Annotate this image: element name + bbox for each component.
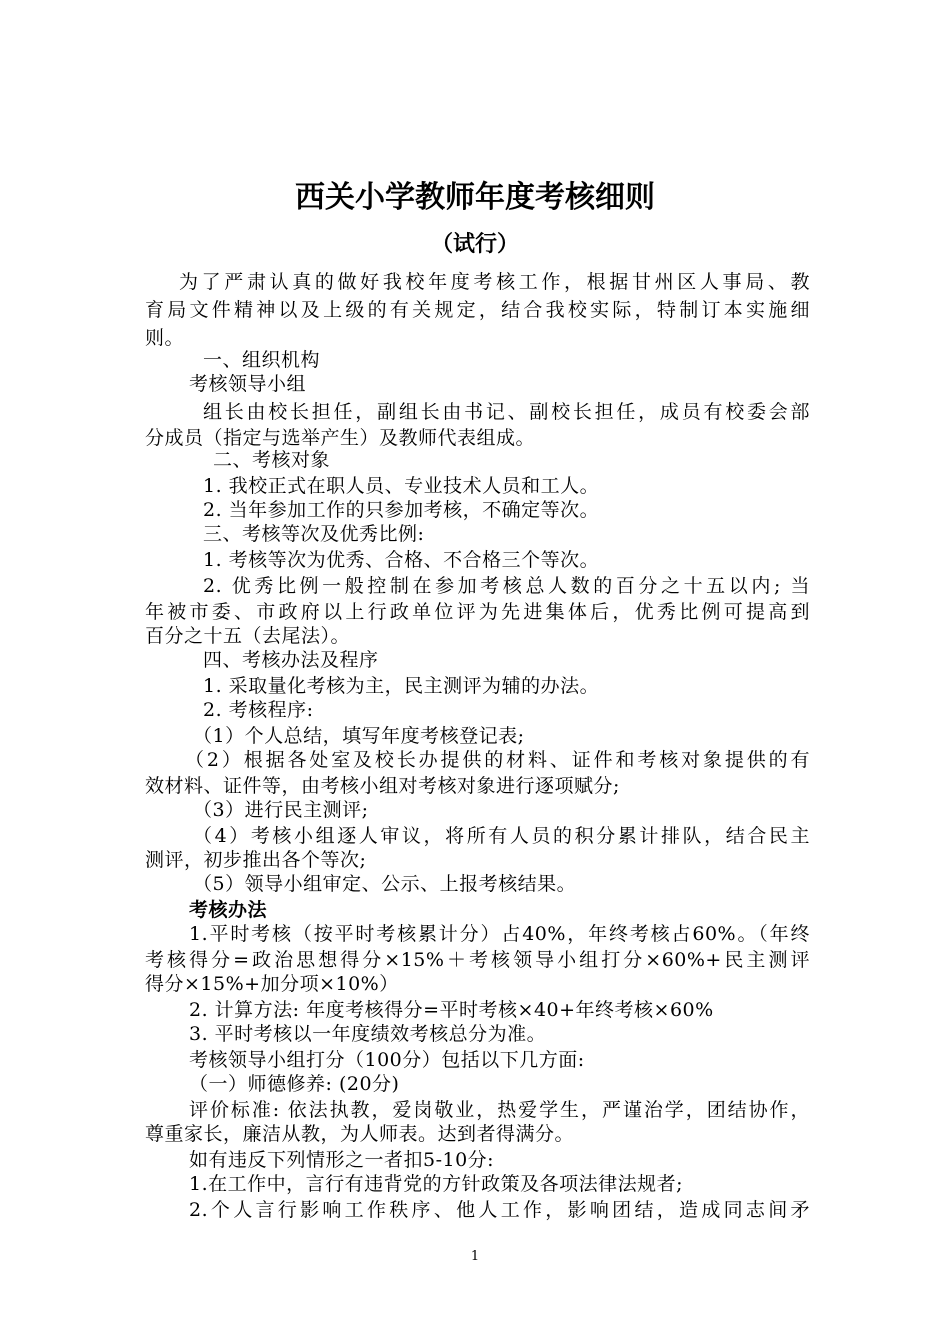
paragraph-line: 评价标准: 依法执教，爱岗敬业，热爱学生，严谨治学，团结协作，	[189, 1099, 810, 1121]
list-item: 2. 考核程序:	[203, 699, 314, 721]
subsection-heading: （一）师德修养: (20分)	[189, 1073, 400, 1095]
list-item: 1.平时考核（按平时考核累计分）占40%，年终考核占60%。（年终	[189, 923, 810, 945]
subsection-heading: 考核领导小组	[189, 373, 307, 395]
list-item: 1. 考核等次为优秀、合格、不合格三个等次。	[203, 549, 600, 571]
paragraph-line: 如有违反下列情形之一者扣5-10分:	[189, 1149, 495, 1171]
paragraph-line: 则。	[145, 327, 185, 349]
paragraph-line: 考核领导小组打分（100分）包括以下几方面:	[189, 1049, 585, 1071]
paragraph-line: 育局文件精神以及上级的有关规定，结合我校实际，特制订本实施细	[145, 299, 810, 321]
paragraph-line: 尊重家长，廉洁从教，为人师表。达到者得满分。	[145, 1123, 575, 1145]
list-item: 2. 计算方法: 年度考核得分=平时考核×40+年终考核×60%	[189, 999, 714, 1021]
list-item: （5）领导小组审定、公示、上报考核结果。	[193, 873, 577, 895]
list-item: 1. 我校正式在职人员、专业技术人员和工人。	[203, 475, 600, 497]
list-item: 2.个人言行影响工作秩序、他人工作，影响团结，造成同志间矛	[189, 1199, 810, 1221]
paragraph-line: 考核得分=政治思想得分×15%＋考核领导小组打分×60%+民主测评	[145, 949, 810, 971]
document-title: 西关小学教师年度考核细则	[295, 180, 655, 215]
paragraph-line: 测评，初步推出各个等次;	[145, 849, 367, 871]
list-item: （4）考核小组逐人审议，将所有人员的积分累计排队，结合民主	[193, 825, 810, 847]
document-subtitle: （试行）	[430, 232, 519, 257]
section-heading: 四、考核办法及程序	[203, 649, 379, 671]
paragraph-line: 效材料、证件等，由考核小组对考核对象进行逐项赋分;	[145, 775, 620, 797]
list-item: 3. 平时考核以一年度绩效考核总分为准。	[189, 1023, 547, 1045]
list-item: （1）个人总结，填写年度考核登记表;	[193, 725, 525, 747]
list-item: （3）进行民主测评;	[193, 799, 369, 821]
list-item: 2. 当年参加工作的只参加考核，不确定等次。	[203, 499, 600, 521]
list-item: 1.在工作中，言行有违背党的方针政策及各项法律法规者;	[189, 1173, 684, 1195]
bold-heading: 考核办法	[189, 899, 268, 921]
list-item: 1. 采取量化考核为主，民主测评为辅的办法。	[203, 675, 600, 697]
page-number: 1	[470, 1249, 480, 1264]
section-heading: 一、组织机构	[203, 349, 321, 371]
paragraph-line: 百分之十五（去尾法）。	[145, 625, 351, 647]
section-heading: 三、考核等次及优秀比例:	[203, 523, 425, 545]
list-item: （2）根据各处室及校长办提供的材料、证件和考核对象提供的有	[185, 749, 810, 771]
paragraph-line: 年被市委、市政府以上行政单位评为先进集体后，优秀比例可提高到	[145, 601, 810, 623]
paragraph-line: 组长由校长担任，副组长由书记、副校长担任，成员有校委会部	[203, 401, 810, 423]
paragraph-line: 得分×15%+加分项×10%）	[145, 973, 399, 995]
paragraph-line: 分成员（指定与选举产生）及教师代表组成。	[145, 427, 536, 449]
paragraph-line: 为了严肃认真的做好我校年度考核工作，根据甘州区人事局、教	[179, 271, 810, 293]
section-heading: 二、考核对象	[213, 449, 331, 471]
list-item: 2. 优秀比例一般控制在参加考核总人数的百分之十五以内; 当	[203, 575, 810, 597]
